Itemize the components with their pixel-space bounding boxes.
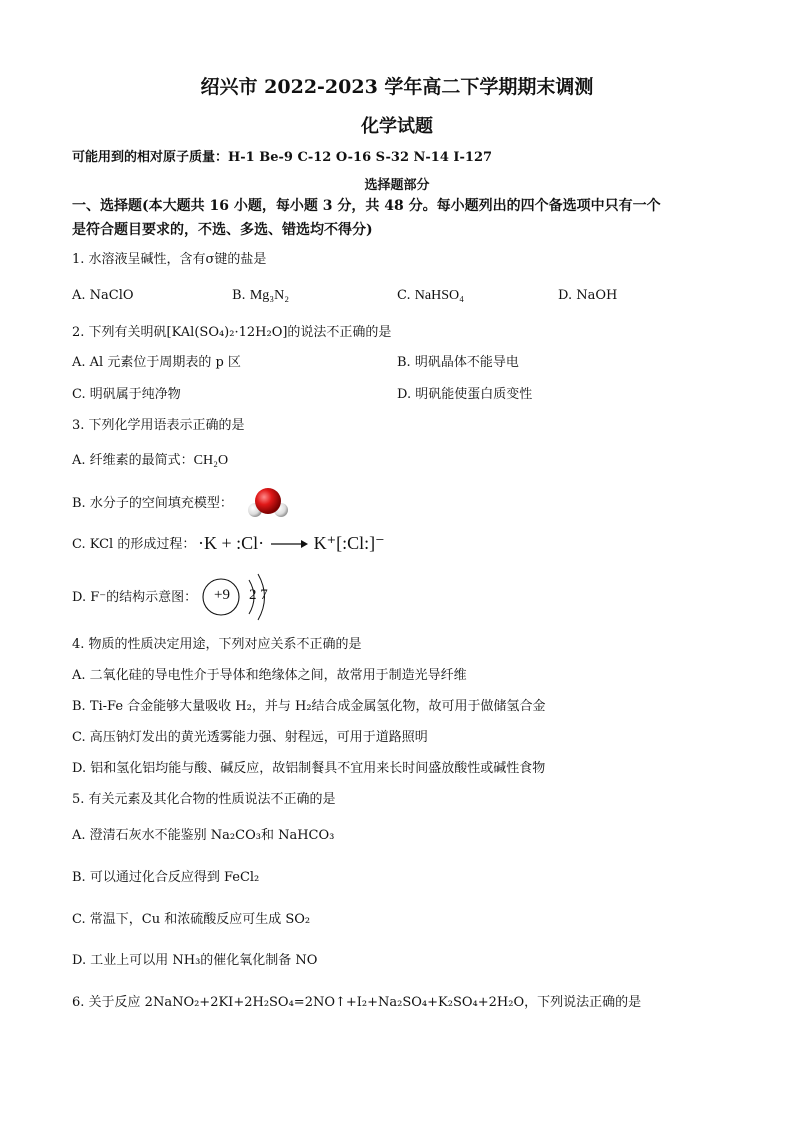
q3-option-c: C. KCl 的形成过程： <box>72 537 196 552</box>
water-space-filling-model <box>244 484 292 524</box>
q5-stem: 5. 有关元素及其化合物的性质说法不正确的是 <box>72 792 336 807</box>
q1-option-c: C. NaHSO₄ <box>397 288 464 303</box>
kcl-formation-equation <box>198 532 385 555</box>
q3-option-b: B. 水分子的空间填充模型： <box>72 496 233 511</box>
q2-stem: 2. 下列有关明矾[KAl(SO₄)₂·12H₂O]的说法不正确的是 <box>72 325 392 340</box>
q2-option-b: B. 明矾晶体不能导电 <box>397 355 519 370</box>
q1-option-a: A. NaClO <box>72 288 134 303</box>
q2-option-d: D. 明矾能使蛋白质变性 <box>397 387 533 402</box>
section-intro-line2: 是符合题目要求的，不选、多选、错选均不得分) <box>72 222 373 238</box>
q5-option-d: D. 工业上可以用 NH₃的催化氧化制备 NO <box>72 953 318 968</box>
q5-option-c: C. 常温下，Cu 和浓硫酸反应可生成 SO₂ <box>72 912 311 927</box>
section-intro-line1: 一、选择题(本大题共 16 小题，每小题 3 分，共 48 分。每小题列出的四个备选项中只有一个 <box>72 198 661 214</box>
q1-option-b: B. Mg₃N₂ <box>232 288 290 303</box>
q4-stem: 4. 物质的性质决定用途，下列对应关系不正确的是 <box>72 637 362 652</box>
q4-option-b: B. Ti-Fe 合金能够大量吸收 H₂，并与 H₂结合成金属氢化物，故可用于做储氢合金 <box>72 699 546 714</box>
q3-stem: 3. 下列化学用语表示正确的是 <box>72 418 245 433</box>
fluoride-electron-shells: 2 7 <box>249 587 268 603</box>
part-label: 选择题部分 <box>364 178 430 193</box>
q3-option-a: A. 纤维素的最简式：CH₂O <box>72 453 229 468</box>
q3-option-d: D. F⁻的结构示意图： <box>72 590 198 605</box>
q4-option-c: C. 高压钠灯发出的黄光透雾能力强、射程远，可用于道路照明 <box>72 730 428 745</box>
q2-option-c: C. 明矾属于纯净物 <box>72 387 181 402</box>
q2-option-a: A. Al 元素位于周期表的 p 区 <box>72 355 241 370</box>
atomic-masses: 可能用到的相对原子质量：H-1 Be-9 C-12 O-16 S-32 N-14 I-127 <box>72 150 493 165</box>
q4-option-d: D. 铝和氢化铝均能与酸、碱反应，故铝制餐具不宜用来长时间盛放酸性或碱性食物 <box>72 761 546 776</box>
q1-stem: 1. 水溶液呈碱性，含有σ键的盐是 <box>72 252 267 267</box>
q5-option-a: A. 澄清石灰水不能鉴别 Na₂CO₃和 NaHCO₃ <box>72 828 335 843</box>
fluoride-nucleus-charge: +9 <box>214 587 230 603</box>
exam-subtitle: 化学试题 <box>361 116 433 137</box>
q4-option-a: A. 二氧化硅的导电性介于导体和绝缘体之间，故常用于制造光导纤维 <box>72 668 467 683</box>
q1-option-d: D. NaOH <box>558 288 618 303</box>
q5-option-b: B. 可以通过化合反应得到 FeCl₂ <box>72 870 260 885</box>
reaction-arrow-icon <box>270 533 308 555</box>
exam-title: 绍兴市 2022-2023 学年高二下学期期末调测 <box>200 76 594 98</box>
kcl-product: K⁺[:Cl:]⁻ <box>313 533 385 553</box>
q6-stem: 6. 关于反应 2NaNO₂+2KI+2H₂SO₄=2NO↑+I₂+Na₂SO₄+K₂SO₄+2H₂O，下列说法正确的是 <box>72 995 642 1010</box>
kcl-reactants: ·K + :Cl· <box>198 533 265 553</box>
